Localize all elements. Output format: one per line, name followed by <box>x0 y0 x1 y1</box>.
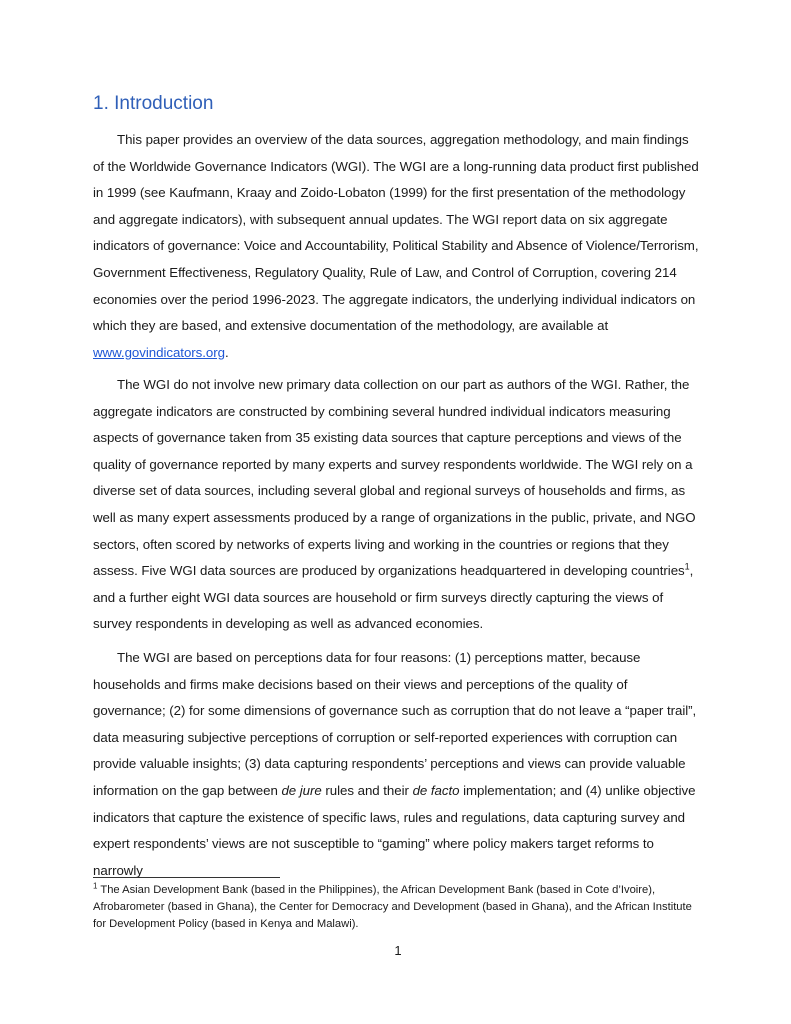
paragraph-3-part-1: The WGI are based on perceptions data for four reasons: (1) perceptions matter, because households and firms make decisions based on their views and perceptions of the quality of governance; (2) for some dimensions of governance such as corruption that do not leave a “paper trail”, data measuring subjective perceptions of corruption or self-reported experiences with corruption can provide valuable insights; (3) data capturing respondents’ perceptions and views can provide valuable information on the gap between <box>93 650 697 798</box>
footnote-text: The Asian Development Bank (based in the Philippines), the African Development Bank (based in Cote d’Ivoire), Afrobarometer (based in Ghana), the Center for Democracy and Development (based in Ghana), and the African Institute for Development Policy (based in Kenya and Malawi). <box>93 884 692 930</box>
footnote-separator <box>93 877 280 878</box>
paragraph-3 <box>93 645 700 884</box>
section-title: Introduction <box>114 93 214 114</box>
govindicators-link[interactable]: www.govindicators.org <box>93 344 225 360</box>
paragraph-3-part-2: rules and their <box>321 782 413 798</box>
section-heading <box>93 93 213 115</box>
paragraph-3-part-3: implementation; and (4) unlike objective indicators that capture the existence of specific laws, rules and regulations, data capturing survey and expert respondents’ views are not susceptible to “gaming” where policy makers target reforms to narrowly <box>93 782 696 878</box>
paragraph-1-end: . <box>224 344 229 360</box>
paragraph-2-text: The WGI do not involve new primary data collection on our part as authors of the WGI. Rather, the aggregate indicators are constructed by combining several hundred individual indicators measuring aspects of governance taken from 35 existing data sources that capture perceptions and views of the quality of governance reported by many experts and survey respondents worldwide. The WGI rely on a diverse set of data sources, including several global and regional surveys of households and firms, as well as many expert assessments produced by a range of organizations in the public, private, and NGO sectors, often scored by networks of experts living and working in the countries or regions that they assess. Five WGI data sources are produced by organizations headquartered in developing countries <box>93 377 696 579</box>
de-jure-term: de jure <box>281 782 322 798</box>
paragraph-2-text-end: , and a further eight WGI data sources are household or firm surveys directly capturing the views of survey respondents in developing as well as advanced economies. <box>93 563 694 632</box>
page-number: 1 <box>394 943 402 958</box>
footnote-reference[interactable]: 1 <box>684 561 690 572</box>
paragraph-2 <box>93 372 700 638</box>
paragraph-1-text: This paper provides an overview of the data sources, aggregation methodology, and main findings of the Worldwide Governance Indicators (WGI). The WGI are a long-running data product first published in 1999 (see Kaufmann, Kraay and Zoido-Lobaton (1999) for the first presentation of the methodology and aggregate indicators), with subsequent annual updates. The WGI report data on six aggregate indicators of governance: Voice and Accountability, Political Stability and Absence of Violence/Terrorism, Government Effectiveness, Regulatory Quality, Rule of Law, and Control of Corruption, covering 214 economies over the period 1996-2023. The aggregate indicators, the underlying individual indicators on which they are based, and extensive documentation of the methodology, are available at <box>93 132 699 334</box>
footnote-marker: 1 <box>93 881 98 891</box>
de-facto-term: de facto <box>412 782 460 798</box>
footnote <box>93 882 703 933</box>
paragraph-1 <box>93 127 700 366</box>
section-number: 1. <box>93 93 109 114</box>
